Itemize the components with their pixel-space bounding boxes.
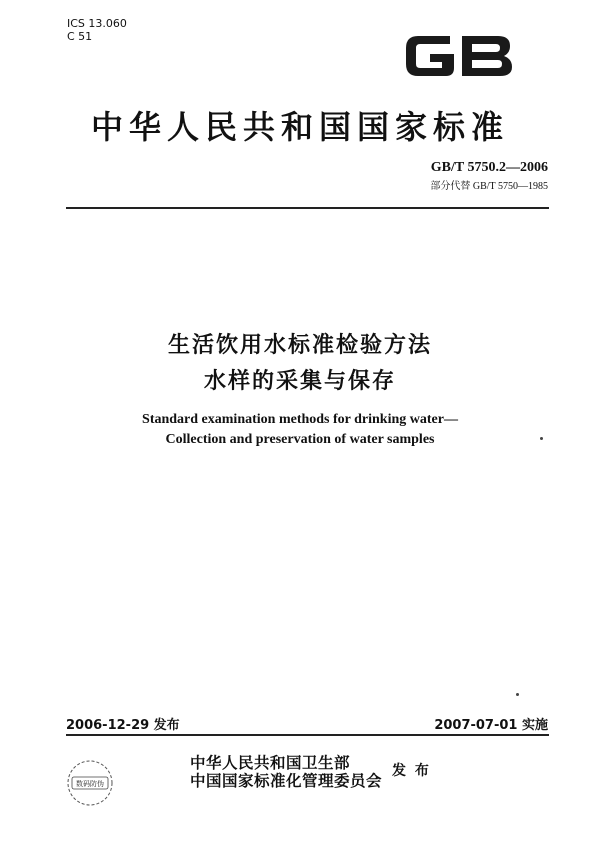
standard-category-title: 中华人民共和国国家标准: [90, 108, 509, 146]
ics-line-2: C 51: [67, 30, 93, 43]
issuer-line-2: 中国国家标准化管理委员会: [190, 772, 383, 790]
gb-logo: [400, 30, 518, 82]
stamp-text: 数码防伪: [76, 780, 104, 788]
anti-counterfeit-stamp: [64, 757, 116, 809]
issue-verb: 发 布: [392, 763, 431, 779]
replaces-note: 部分代替 GB/T 5750—1985: [430, 181, 548, 192]
speck: [516, 693, 519, 696]
gb-logo-text: GB: [400, 30, 402, 31]
ics-line-1: ICS 13.060: [67, 17, 127, 30]
english-title-line-1: Standard examination methods for drinking water—: [142, 412, 458, 427]
chinese-title-line-1: 生活饮用水标准检验方法: [167, 333, 432, 358]
chinese-title-line-2: 水样的采集与保存: [203, 369, 396, 394]
english-title-line-2: Collection and preservation of water samples: [165, 432, 435, 447]
ics-code: [67, 17, 127, 43]
implementation-date: 2007-07-01 实施: [434, 718, 548, 733]
issuer-line-1: 中华人民共和国卫生部: [190, 754, 351, 772]
top-divider: [66, 207, 549, 209]
bottom-divider: [66, 734, 549, 736]
speck: [540, 437, 543, 440]
standard-number: GB/T 5750.2—2006: [430, 160, 548, 175]
publish-date: 2006-12-29 发布: [66, 718, 180, 733]
